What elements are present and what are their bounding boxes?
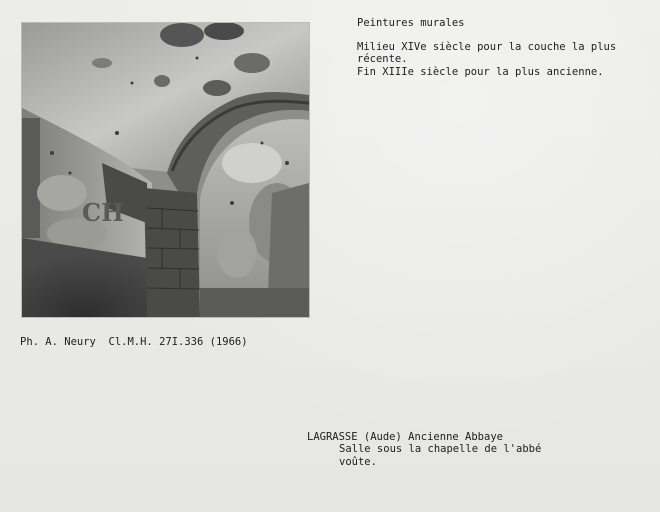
location-detail: voûte. [339, 456, 377, 468]
location-room: Salle sous la chapelle de l'abbé [339, 443, 542, 455]
caption-title: Peintures murales [357, 17, 465, 29]
caption-line-date-recent-cont: récente. [357, 53, 408, 65]
vault-photograph [21, 22, 310, 318]
photo-credit: Ph. A. Neury Cl.M.H. 27I.336 (1966) [20, 336, 248, 348]
caption-line-date-ancient: Fin XIIIe siècle pour la plus ancienne. [357, 66, 604, 78]
caption-line-date-recent: Milieu XIVe siècle pour la couche la plus [357, 41, 617, 53]
wall-inscription: CH [82, 198, 124, 227]
vault-photo-drawing [22, 23, 309, 317]
location-title: LAGRASSE (Aude) Ancienne Abbaye [307, 431, 503, 443]
